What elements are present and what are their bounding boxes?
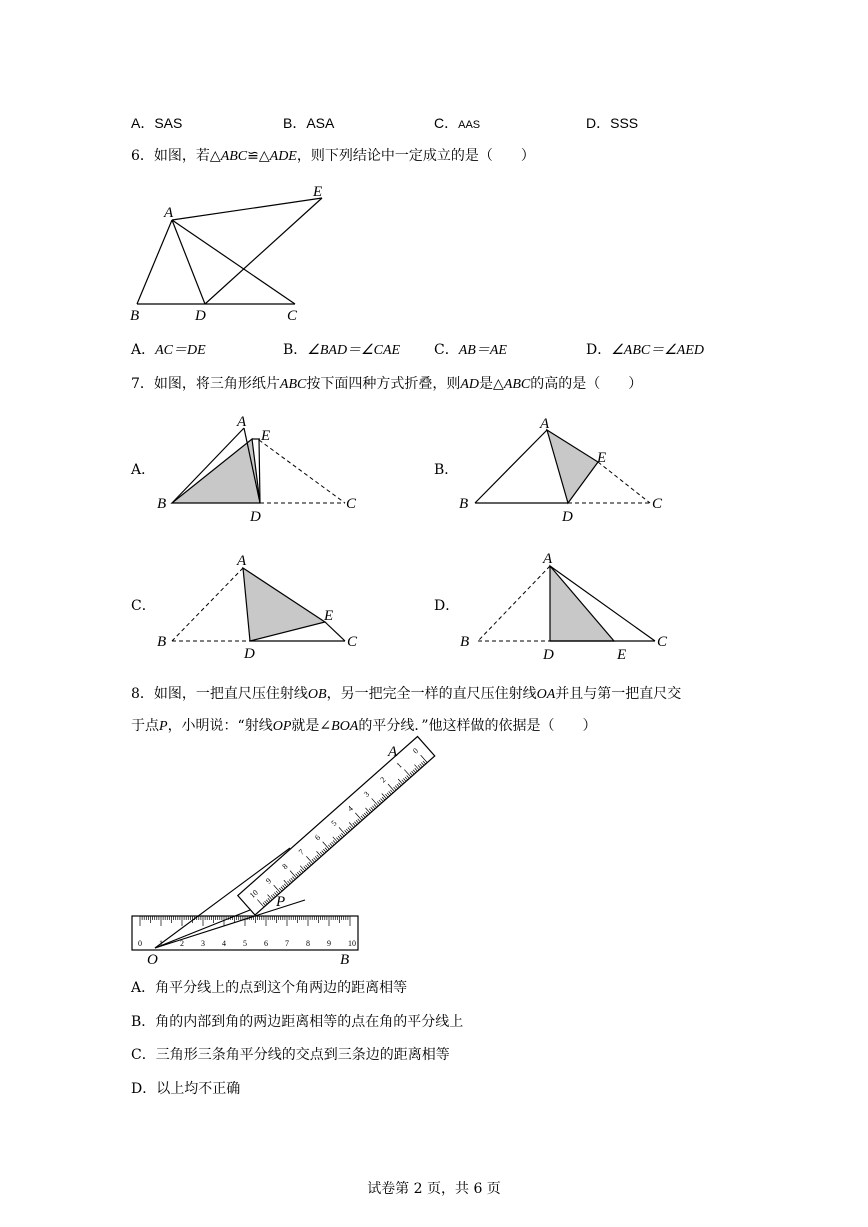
- q6-label-b: B: [130, 308, 140, 324]
- q8-line2-pre: 于点: [131, 718, 159, 734]
- q7c-label-d: D: [244, 646, 255, 662]
- q8-line1-ob: OB: [307, 687, 327, 702]
- q7-stem-mid: 按下面四种方式折叠，则: [306, 376, 461, 392]
- q7d-label-e: E: [617, 647, 627, 663]
- q7b-label-b: B: [459, 496, 469, 512]
- q8-line1-pre: 8．如图，一把直尺压住射线: [131, 686, 308, 702]
- ruler-number: 7: [285, 939, 289, 948]
- q6-option-b-label: B．: [283, 342, 308, 358]
- q7a-label-b: B: [157, 496, 167, 512]
- q7-option-c-label: C．: [131, 598, 156, 614]
- page-footer: 试卷第 2 页，共 6 页: [367, 1181, 501, 1197]
- q6-option-b-math: ∠BAD＝∠CAE: [307, 343, 401, 358]
- q7-stem-ad: AD: [460, 377, 480, 392]
- q7a-label-e: E: [261, 428, 271, 444]
- q6-option-c-label: C．: [434, 342, 459, 358]
- q6-stem-ade: ADE: [269, 149, 297, 164]
- q6-stem-abc: ABC: [220, 149, 248, 164]
- q7d-label-d: D: [543, 647, 554, 663]
- q8-line2-mid: ，小明说：“射线: [167, 718, 273, 734]
- q7a-label-d: D: [250, 509, 261, 525]
- q7c-label-c: C: [347, 634, 358, 650]
- ruler-number: 1: [394, 760, 404, 771]
- q6-option-a-math: AC＝DE: [155, 343, 206, 358]
- q7-stem-mid2: 是△: [479, 376, 504, 392]
- q6-option-d-label: D．: [586, 342, 612, 358]
- q8-line2-boa: BOA: [331, 719, 359, 734]
- ruler-number: 10: [247, 888, 260, 901]
- ruler-number: 0: [138, 939, 142, 948]
- q7-stem-abc: ABC: [279, 377, 307, 392]
- q7c-label-b: B: [157, 634, 167, 650]
- q8-line1-post: 并且与第一把直尺交: [555, 686, 682, 702]
- q7-option-d-label: D．: [434, 598, 460, 614]
- ruler-number: 9: [327, 939, 331, 948]
- q8-line1-mid: ，另一把完全一样的直尺压住射线: [326, 686, 537, 702]
- q7-stem-post: 的高的是（ ）: [530, 376, 643, 392]
- q8-label-p: P: [276, 894, 286, 910]
- ruler-number: 0: [411, 746, 421, 756]
- q8-line2-mid2: 就是∠: [291, 718, 332, 734]
- q7b-label-d: D: [562, 509, 573, 525]
- q6-label-a: A: [164, 205, 174, 221]
- ruler-number: 3: [201, 939, 205, 948]
- q6-option-a-label: A．: [131, 342, 156, 358]
- q8-label-a: A: [388, 744, 398, 760]
- q5-option-c-value: AAS: [458, 119, 481, 131]
- ruler-number: 5: [329, 818, 339, 828]
- q6-label-d: D: [195, 308, 206, 324]
- ruler-number: 2: [378, 775, 388, 785]
- q6-label-c: C: [287, 308, 298, 324]
- q8-option-c: C．三角形三条角平分线的交点到三条边的距离相等: [131, 1047, 450, 1063]
- q8-label-o: O: [147, 952, 158, 968]
- ruler-number: 10: [348, 939, 356, 948]
- q7a-label-a: A: [237, 414, 247, 430]
- q8-label-b: B: [340, 952, 350, 968]
- q5-option-b: B．ASA: [283, 115, 335, 131]
- ruler-number: 2: [180, 939, 184, 948]
- q6-option-c-math: AB＝AE: [458, 343, 507, 358]
- q7-stem-abc2: ABC: [503, 377, 531, 392]
- q6-stem-pre: 6．如图，若△: [131, 148, 221, 164]
- ruler-number: 4: [345, 803, 355, 814]
- ruler-number: 6: [313, 832, 323, 843]
- q7b-label-c: C: [652, 496, 663, 512]
- q7a-label-c: C: [346, 496, 357, 512]
- q7d-label-c: C: [657, 634, 668, 650]
- ruler-number: 7: [296, 847, 306, 857]
- q8-line2-post: 的平分线．”他这样做的依据是（ ）: [358, 718, 597, 734]
- q7b-label-e: E: [597, 450, 607, 466]
- ruler-number: 8: [306, 939, 310, 948]
- q8-line1-oa: OA: [536, 687, 556, 702]
- q5-option-d: D．SSS: [586, 115, 639, 131]
- q8-line2-p: P: [159, 719, 168, 734]
- q8-option-d: D．以上均不正确: [131, 1081, 241, 1097]
- q7-option-a-label: A．: [131, 462, 156, 478]
- q6-stem-post: ，则下列结论中一定成立的是（ ）: [296, 148, 535, 164]
- ruler-number: 4: [222, 939, 226, 948]
- q7c-label-e: E: [324, 608, 334, 624]
- q7b-label-a: A: [540, 416, 550, 432]
- q5-option-c-label: C．: [434, 115, 459, 131]
- q7c-label-a: A: [237, 553, 247, 569]
- q6-option-d-math: ∠ABC＝∠AED: [611, 343, 704, 358]
- q7d-label-a: A: [543, 551, 553, 567]
- ruler-number: 3: [362, 789, 372, 799]
- q8-line2-op: OP: [272, 719, 292, 734]
- ruler-number: 5: [243, 939, 247, 948]
- ruler-number: 8: [280, 861, 290, 872]
- q5-option-a: A．SAS: [131, 115, 183, 131]
- q8-option-a: A．角平分线上的点到这个角两边的距离相等: [131, 980, 408, 996]
- ruler-number: 6: [264, 939, 268, 948]
- q8-option-b: B．角的内部到角的两边距离相等的点在角的平分线上: [131, 1014, 464, 1030]
- q7-stem-pre: 7．如图，将三角形纸片: [131, 376, 280, 392]
- q7-option-b-label: B．: [434, 462, 459, 478]
- ruler-number: 1: [159, 939, 163, 948]
- ruler-number: 9: [264, 876, 274, 886]
- q6-stem-cong: ≌△: [247, 148, 270, 164]
- q7d-label-b: B: [460, 634, 470, 650]
- q6-label-e: E: [313, 184, 323, 200]
